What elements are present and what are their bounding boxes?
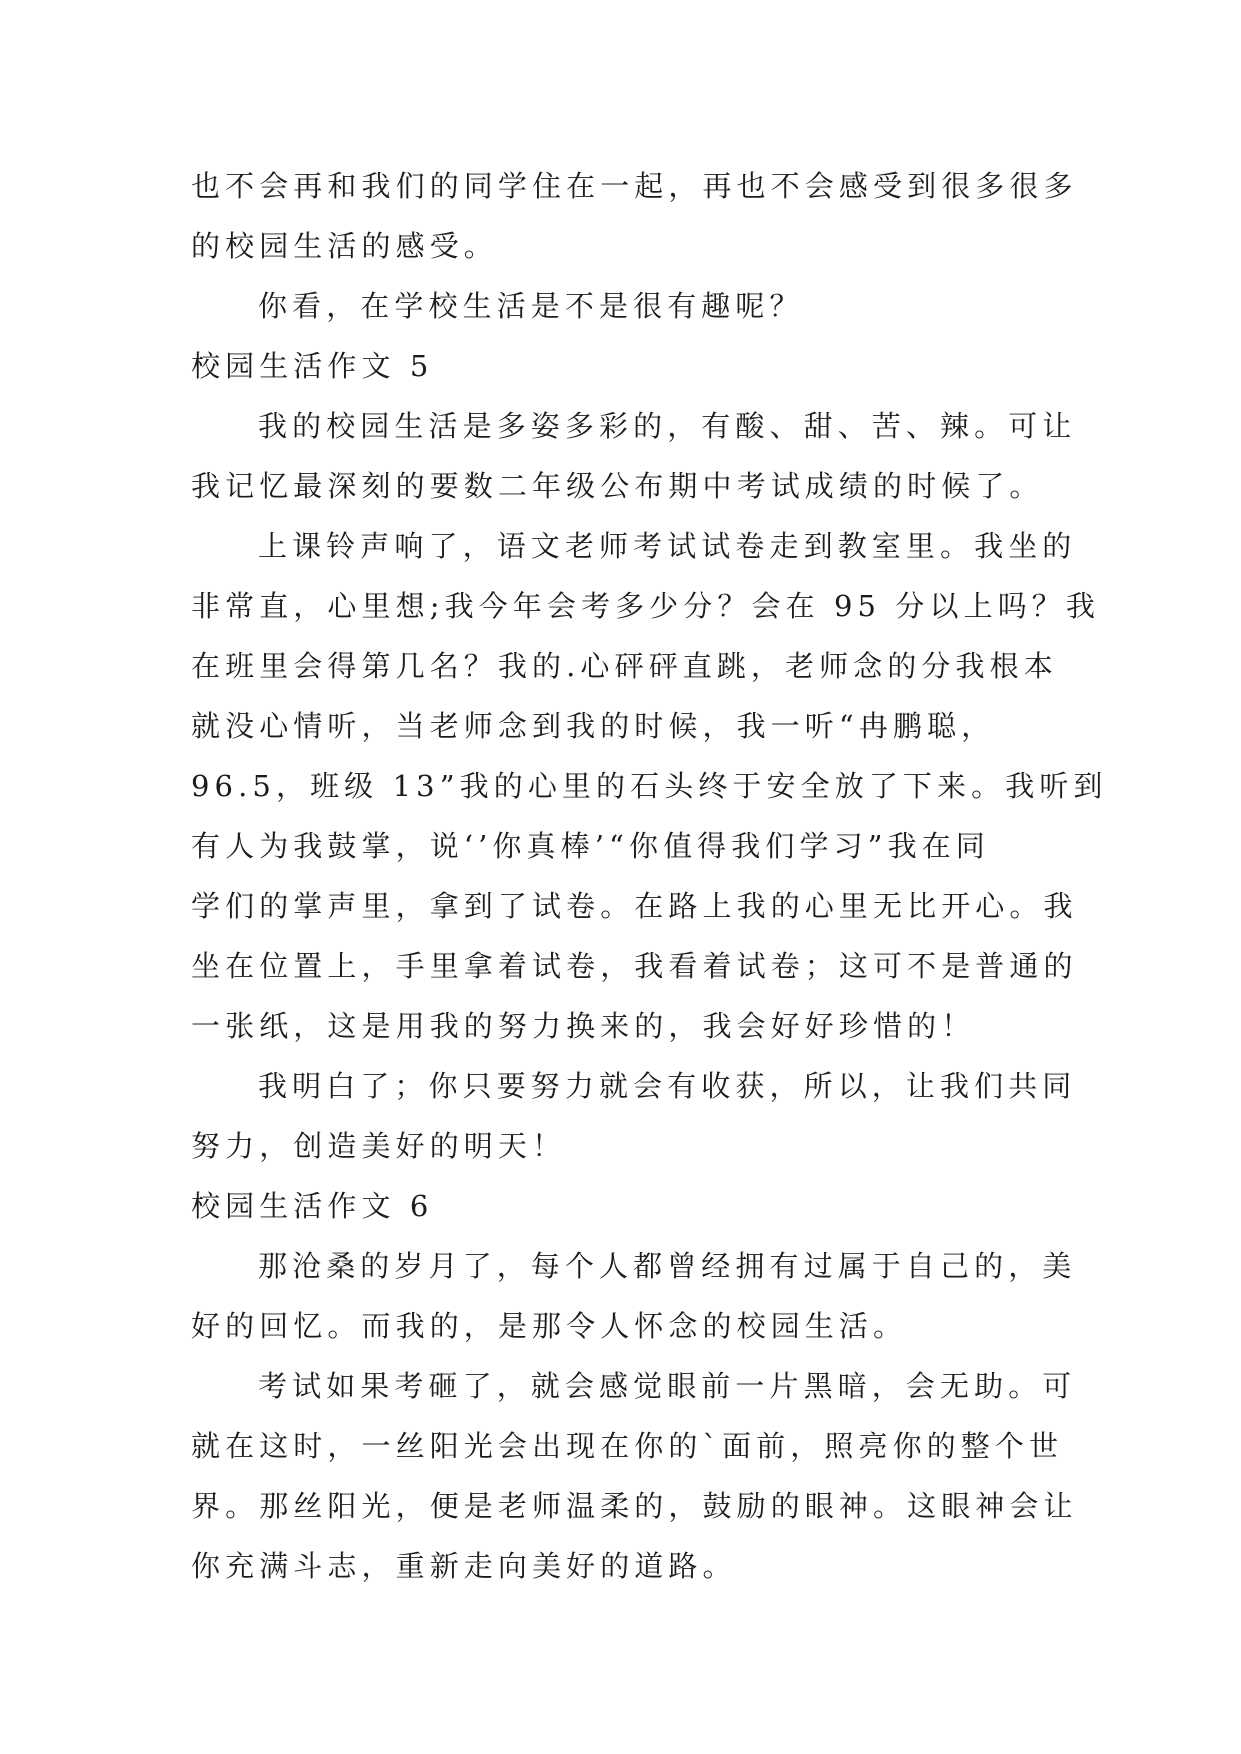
text-line: 好的回忆。而我的，是那令人怀念的校园生活。 xyxy=(191,1309,908,1343)
text-line: 努力，创造美好的明天！ xyxy=(191,1129,567,1163)
text-line: 一张纸，这是用我的努力换来的，我会好好珍惜的！ xyxy=(191,1009,976,1043)
text-line: 就在这时，一丝阳光会出现在你的`面前，照亮你的整个世 xyxy=(191,1429,1064,1463)
text-line: 界。那丝阳光，便是老师温柔的，鼓励的眼神。这眼神会让 xyxy=(191,1489,1078,1523)
paragraph-start-line: 考试如果考砸了，就会感觉眼前一片黑暗，会无助。可 xyxy=(258,1369,1077,1403)
paragraph-start-line: 上课铃声响了，语文老师考试试卷走到教室里。我坐的 xyxy=(258,529,1077,563)
text-line: 也不会再和我们的同学住在一起，再也不会感受到很多很多 xyxy=(191,169,1078,203)
document-body xyxy=(191,156,1108,1596)
section-heading: 校园生活作文 5 xyxy=(191,349,434,383)
text-line: 你充满斗志，重新走向美好的道路。 xyxy=(191,1549,737,1583)
text-line: 学们的掌声里，拿到了试卷。在路上我的心里无比开心。我 xyxy=(191,889,1078,923)
text-line: 就没心情听，当老师念到我的时候，我一听“冉鹏聪， xyxy=(191,709,996,743)
text-line: 的校园生活的感受。 xyxy=(191,229,498,263)
text-line: 我记忆最深刻的要数二年级公布期中考试成绩的时候了。 xyxy=(191,469,1044,503)
paragraph-start-line: 我明白了；你只要努力就会有收获，所以，让我们共同 xyxy=(258,1069,1077,1103)
text-line: 非常直，心里想;我今年会考多少分？会在 95 分以上吗？我 xyxy=(191,589,1101,623)
paragraph-start-line: 你看，在学校生活是不是很有趣呢？ xyxy=(258,289,804,323)
text-line: 坐在位置上，手里拿着试卷，我看着试卷；这可不是普通的 xyxy=(191,949,1078,983)
paragraph-start-line: 那沧桑的岁月了，每个人都曾经拥有过属于自己的，美 xyxy=(258,1249,1077,1283)
section-heading: 校园生活作文 6 xyxy=(191,1189,434,1223)
text-line: 在班里会得第几名？我的.心砰砰直跳，老师念的分我根本 xyxy=(191,649,1058,683)
text-line: 有人为我鼓掌，说‘’你真棒’“你值得我们学习”我在同 xyxy=(191,829,990,863)
paragraph-start-line: 我的校园生活是多姿多彩的，有酸、甜、苦、辣。可让 xyxy=(258,409,1077,443)
text-line: 96.5，班级 13”我的心里的石头终于安全放了下来。我听到 xyxy=(191,769,1108,803)
